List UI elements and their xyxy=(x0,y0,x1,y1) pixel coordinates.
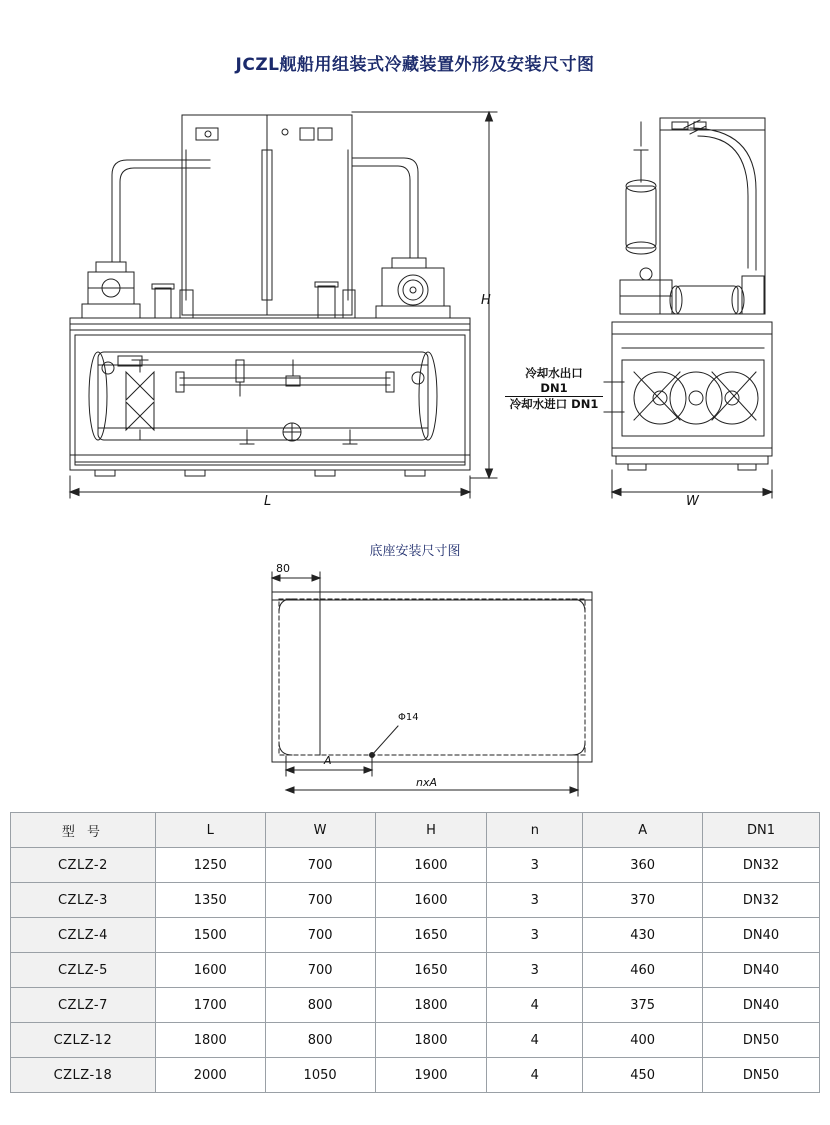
cell-model: CZLZ-12 xyxy=(11,1023,156,1058)
cell-l: 1700 xyxy=(155,988,265,1023)
water-inlet-dn: DN1 xyxy=(571,397,599,411)
cell-n: 3 xyxy=(487,953,583,988)
cell-l: 1800 xyxy=(155,1023,265,1058)
table-header-w: W xyxy=(265,813,375,848)
cell-w: 800 xyxy=(265,1023,375,1058)
cell-model: CZLZ-5 xyxy=(11,953,156,988)
table-header-h: H xyxy=(375,813,487,848)
table-header-n: n xyxy=(487,813,583,848)
cell-l: 1350 xyxy=(155,883,265,918)
cell-model: CZLZ-18 xyxy=(11,1058,156,1093)
cell-n: 3 xyxy=(487,918,583,953)
cell-l: 1600 xyxy=(155,953,265,988)
cell-l: 2000 xyxy=(155,1058,265,1093)
cell-a: 375 xyxy=(583,988,703,1023)
cell-a: 400 xyxy=(583,1023,703,1058)
cell-w: 800 xyxy=(265,988,375,1023)
cell-h: 1800 xyxy=(375,988,487,1023)
cell-h: 1600 xyxy=(375,883,487,918)
base-a-label: A xyxy=(324,754,332,767)
cell-n: 3 xyxy=(487,848,583,883)
table-header-dn1: DN1 xyxy=(703,813,820,848)
cell-l: 1500 xyxy=(155,918,265,953)
table-header-a: A xyxy=(583,813,703,848)
cell-dn1: DN32 xyxy=(703,883,820,918)
cell-a: 460 xyxy=(583,953,703,988)
base-plan-title: 底座安装尺寸图 xyxy=(369,544,461,559)
cell-w: 700 xyxy=(265,953,375,988)
table-row xyxy=(11,918,820,953)
cell-w: 700 xyxy=(265,848,375,883)
dimension-label-h: H xyxy=(481,293,491,308)
cell-h: 1650 xyxy=(375,918,487,953)
page-title: JCZL舰船用组装式冷藏装置外形及安装尺寸图 xyxy=(235,55,595,75)
specification-table xyxy=(10,812,820,1093)
cell-n: 4 xyxy=(487,1023,583,1058)
table-header-model: 型 号 xyxy=(11,813,156,848)
cell-dn1: DN40 xyxy=(703,953,820,988)
cell-w: 1050 xyxy=(265,1058,375,1093)
cell-dn1: DN50 xyxy=(703,1058,820,1093)
cell-model: CZLZ-7 xyxy=(11,988,156,1023)
table-header-row xyxy=(11,813,820,848)
cell-a: 430 xyxy=(583,918,703,953)
cell-n: 3 xyxy=(487,883,583,918)
table-row xyxy=(11,1023,820,1058)
cell-h: 1900 xyxy=(375,1058,487,1093)
table-row xyxy=(11,988,820,1023)
cell-model: CZLZ-4 xyxy=(11,918,156,953)
cell-dn1: DN40 xyxy=(703,988,820,1023)
cell-h: 1800 xyxy=(375,1023,487,1058)
dimension-label-l: L xyxy=(264,494,272,509)
base-nxa-label: nxA xyxy=(416,776,438,789)
cell-dn1: DN50 xyxy=(703,1023,820,1058)
water-outlet-dn: DN1 xyxy=(505,381,603,397)
cell-model: CZLZ-2 xyxy=(11,848,156,883)
cell-model: CZLZ-3 xyxy=(11,883,156,918)
cell-dn1: DN32 xyxy=(703,848,820,883)
table-row xyxy=(11,953,820,988)
cell-w: 700 xyxy=(265,918,375,953)
cell-a: 370 xyxy=(583,883,703,918)
base-offset-label: 80 xyxy=(276,562,290,575)
table-row xyxy=(11,883,820,918)
base-hole-label: Φ14 xyxy=(398,712,419,723)
cell-n: 4 xyxy=(487,988,583,1023)
table-row xyxy=(11,848,820,883)
cell-h: 1650 xyxy=(375,953,487,988)
cell-dn1: DN40 xyxy=(703,918,820,953)
water-outlet-label: 冷却水出口 xyxy=(525,366,583,380)
table-header-l: L xyxy=(155,813,265,848)
cell-a: 360 xyxy=(583,848,703,883)
cell-w: 700 xyxy=(265,883,375,918)
dimension-label-w: W xyxy=(686,494,699,509)
cell-n: 4 xyxy=(487,1058,583,1093)
table-row xyxy=(11,1058,820,1093)
cell-a: 450 xyxy=(583,1058,703,1093)
water-inlet-label: 冷却水进口 xyxy=(509,397,568,411)
cell-l: 1250 xyxy=(155,848,265,883)
cell-h: 1600 xyxy=(375,848,487,883)
water-port-callout xyxy=(505,366,603,412)
